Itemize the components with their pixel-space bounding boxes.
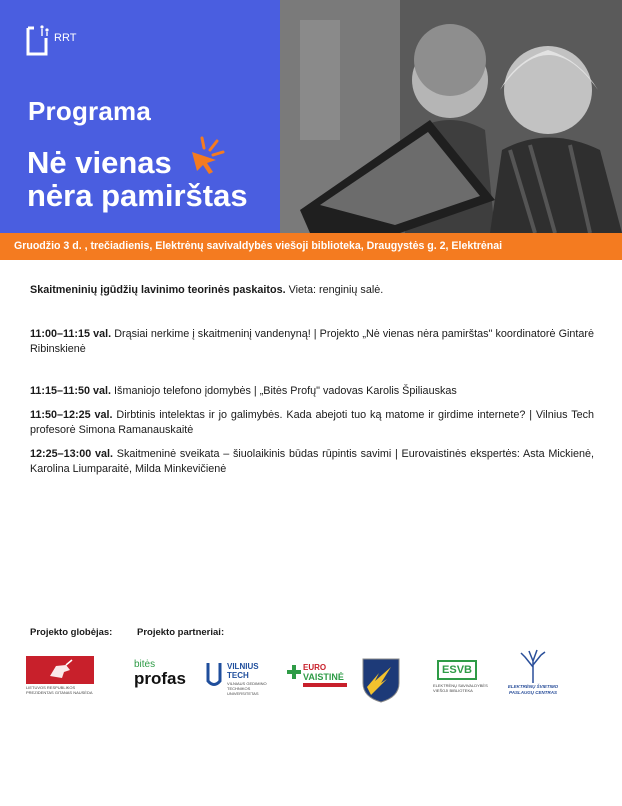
agenda-item-text: Išmaniojo telefono įdomybės | „Bitės Profų" vadovas Karolis Špiliauskas	[111, 385, 457, 397]
program-label: Programa	[28, 96, 151, 126]
coat-of-arms-icon	[361, 657, 401, 703]
patron-label: Projekto globėjas:	[30, 627, 113, 638]
agenda-item	[30, 384, 594, 399]
cursor-click-icon	[182, 130, 228, 176]
hero-photo	[280, 0, 622, 233]
president-emblem	[26, 656, 94, 684]
agenda-item-time: 11:50–12:25 val.	[30, 409, 113, 421]
logo-text: RRT	[54, 32, 77, 44]
agenda-item	[30, 408, 594, 438]
agenda	[30, 283, 594, 477]
hero-header	[0, 0, 622, 233]
eurovaistine-stripe	[303, 683, 347, 687]
agenda-intro-title: Skaitmeninių įgūdžių lavinimo teorinės paskaitos.	[30, 284, 286, 296]
education-centre-caption: ELEKTRĖNŲ ŠVIETIMO PASLAUGŲ CENTRAS	[507, 684, 559, 695]
education-centre-logo	[501, 647, 565, 703]
vytis-icon	[26, 656, 94, 684]
tree-icon	[518, 647, 548, 683]
municipality-coat-of-arms	[361, 657, 401, 703]
title-line-2: nėra pamirštas	[27, 178, 248, 213]
hero-blue-panel	[0, 0, 280, 233]
event-info-banner: Gruodžio 3 d. , trečiadienis, Elektrėnų savivaldybės viešoji biblioteka, Draugystės g. 2, Elektrėnai	[0, 233, 622, 260]
agenda-item-time: 12:25–13:00 val.	[30, 448, 113, 460]
agenda-item-time: 11:15–11:50 val.	[30, 385, 112, 397]
esvb-text: ESVB	[437, 660, 477, 680]
vaistine-text: VAISTINĖ	[303, 672, 344, 682]
vilnius-tech-icon	[205, 661, 223, 689]
title-line-1: Nė vienas	[27, 145, 172, 180]
vilnius-caption: VILNIAUS GEDIMINO TECHNIKOS UNIVERSITETAS	[227, 681, 267, 696]
green-cross-icon	[287, 665, 301, 679]
agenda-intro-location: Vieta: renginių salė.	[285, 284, 384, 296]
esvb-logo	[433, 660, 493, 696]
agenda-item-time: 11:00–11:15 val.	[30, 328, 112, 340]
agenda-item-text: Dirbtinis intelektas ir jo galimybės. Kada abejoti tuo ką matome ir girdime internete? | Vilnius Tech profesorė Simona Ramanauskaitė	[30, 409, 594, 436]
photo-illustration	[280, 0, 622, 233]
eurovaistine-logo	[287, 663, 351, 691]
page-title	[27, 146, 277, 212]
president-logo	[26, 656, 96, 695]
bites-profas-logo	[134, 660, 194, 690]
president-caption: LIETUVOS RESPUBLIKOS PREZIDENTAS GITANAS NAUSĖDA	[26, 685, 93, 695]
agenda-item-text: Skaitmeninė sveikata – šiuolaikinis būdas rūpintis savimi | Eurovaistinės ekspertės: Asta Mickienė, Karolina Liumparaitė, Milda Minkevičienė	[30, 448, 594, 475]
vilnius-tech-logo	[205, 661, 280, 696]
vilnius-text: VILNIUS	[227, 662, 259, 671]
esvb-caption: ELEKTRĖNŲ SAVIVALDYBĖS VIEŠOJI BIBLIOTEKA	[433, 683, 488, 693]
agenda-item-text: Drąsiai nerkime į skaitmeninį vandenyną! | Projekto „Nė vienas nėra pamirštas" koordinatorė Gintarė Ribinskienė	[30, 328, 594, 355]
partners-label: Projekto partneriai:	[137, 627, 225, 638]
euro-text: EURO	[303, 663, 327, 672]
bites-text: bitės	[134, 659, 156, 670]
agenda-item	[30, 447, 594, 477]
agenda-intro	[30, 283, 594, 298]
tech-text: TECH	[227, 671, 249, 680]
agenda-item	[30, 327, 594, 357]
rrt-logo-icon	[24, 22, 114, 62]
profas-text: profas	[134, 669, 186, 688]
